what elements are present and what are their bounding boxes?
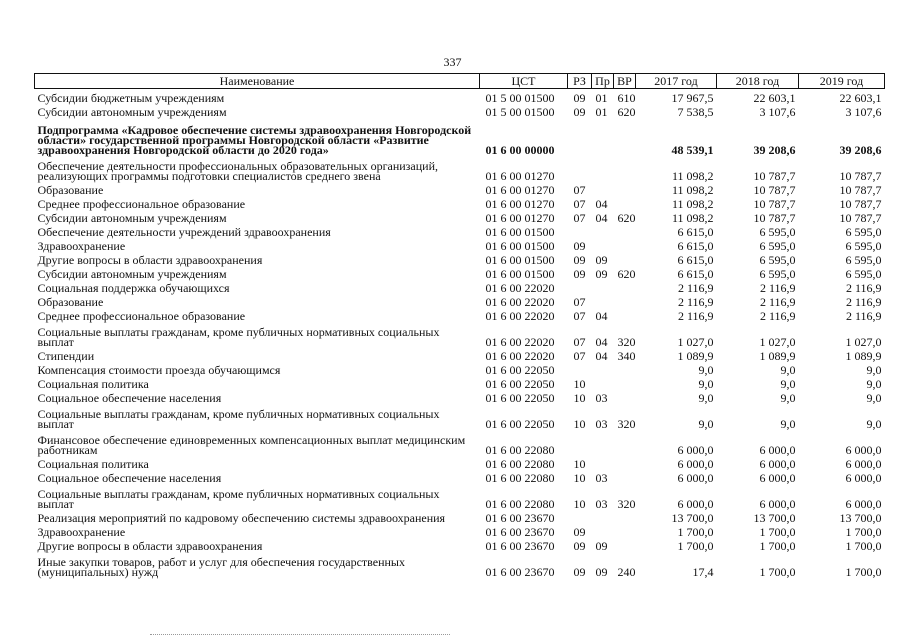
cell-cst: 01 6 00 01270 [485,211,555,225]
cell-vr [614,293,636,307]
table-row [35,237,885,251]
cell-name: Компенсация стоимости проезда обучающимся [37,363,281,377]
cell-rz: 10 [573,471,586,485]
cell-2018: 10 787,7 [753,169,796,183]
cell-2018: 6 595,0 [759,253,796,267]
cell-2019: 1 700,0 [845,525,882,539]
cell-cst: 01 6 00 01500 [485,253,555,267]
header-2017: 2017 год [636,74,717,89]
cell-name: Социальная политика [37,457,149,471]
cell-2018: 3 107,6 [759,105,796,119]
cell-2019: 2 116,9 [845,309,882,323]
cell-rz [568,155,592,181]
cell-vr [614,509,636,523]
table-row [35,209,885,223]
cell-2017: 7 538,5 [677,105,714,119]
cell-pr [592,223,614,237]
cell-pr: 03 [595,471,608,485]
table-row [35,455,885,469]
cell-2019: 10 787,7 [839,183,882,197]
cell-rz: 09 [573,565,586,579]
cell-2018: 1 700,0 [759,539,796,553]
cell-rz: 07 [573,197,586,211]
cell-2017: 9,0 [698,363,714,377]
table-row [35,429,885,455]
cell-cst: 01 6 00 01270 [485,183,555,197]
cell-name: Другие вопросы в области здравоохранения [37,253,263,267]
cell-2019: 6 000,0 [845,457,882,471]
cell-2017: 2 116,9 [677,281,714,295]
cell-pr [592,237,614,251]
cell-vr [614,455,636,469]
table-row [35,307,885,321]
cell-pr: 04 [595,211,608,225]
cell-2019: 10 787,7 [839,211,882,225]
cell-vr [614,155,636,181]
cell-pr: 09 [595,565,608,579]
cell-pr [592,375,614,389]
cell-name: Обеспечение деятельности учреждений здравоохранения [37,225,331,239]
cell-name: Социальные выплаты гражданам, кроме публичных нормативных социальных выплат [37,487,440,511]
cell-2019: 9,0 [866,391,882,405]
cell-name: Образование [37,183,104,197]
cell-2017: 48 539,1 [671,143,714,157]
cell-cst: 01 5 00 01500 [485,105,555,119]
cell-name: Субсидии бюджетным учреждениям [37,91,225,105]
cell-cst: 01 6 00 22080 [485,443,555,457]
cell-cst: 01 6 00 22050 [485,363,555,377]
cell-name: Другие вопросы в области здравоохранения [37,539,263,553]
cell-vr [614,469,636,483]
cell-name: Реализация мероприятий по кадровому обеспечению системы здравоохранения [37,511,446,525]
cell-vr: 620 [617,105,636,119]
cell-2017: 2 116,9 [677,309,714,323]
cell-cst: 01 6 00 01270 [485,169,555,183]
cell-2018: 6 595,0 [759,225,796,239]
cell-2019: 2 116,9 [845,295,882,309]
cell-2019: 6 595,0 [845,239,882,253]
cell-2018: 6 000,0 [759,497,796,511]
cell-2019: 3 107,6 [845,105,882,119]
cell-2017: 17 967,5 [671,91,714,105]
cell-name: Подпрограмма «Кадровое обеспечение системы здравоохранения Новгородской области» государственной программы Новгородской области «Развитие здравоохранения Новгородской области до 2020 года» [37,123,472,157]
cell-2017: 6 000,0 [677,443,714,457]
cell-rz: 07 [573,211,586,225]
table-row [35,223,885,237]
cell-rz: 07 [573,309,586,323]
cell-rz: 09 [573,239,586,253]
table-row [35,117,885,155]
cell-2017: 6 615,0 [677,239,714,253]
cell-2019: 6 000,0 [845,443,882,457]
cell-pr [592,509,614,523]
cell-cst: 01 6 00 23670 [485,539,555,553]
cell-rz [568,509,592,523]
cell-cst: 01 6 00 22020 [485,281,555,295]
cell-vr [614,279,636,293]
cell-cst: 01 6 00 23670 [485,565,555,579]
cell-name: Здравоохранение [37,525,126,539]
cell-cst: 01 6 00 01270 [485,197,555,211]
cell-rz: 09 [573,267,586,281]
cell-pr [592,155,614,181]
cell-2019: 39 208,6 [839,143,882,157]
cell-vr: 620 [617,267,636,281]
cell-2017: 6 615,0 [677,267,714,281]
cell-2019: 6 000,0 [845,497,882,511]
cell-name: Социальные выплаты гражданам, кроме публичных нормативных социальных выплат [37,407,440,431]
table-row [35,321,885,347]
cell-2018: 6 000,0 [759,443,796,457]
cell-cst: 01 6 00 22080 [485,497,555,511]
cell-pr: 09 [595,539,608,553]
table-row [35,155,885,181]
cell-rz: 07 [573,183,586,197]
cell-rz [568,117,592,155]
cell-2019: 22 603,1 [839,91,882,105]
cell-rz [568,223,592,237]
cell-rz [568,279,592,293]
cell-vr: 340 [617,349,636,363]
cell-name: Образование [37,295,104,309]
cell-2019: 9,0 [866,417,882,431]
cell-name: Социальные выплаты гражданам, кроме публичных нормативных социальных выплат [37,325,440,349]
cell-name: Социальное обеспечение населения [37,471,222,485]
table-row [35,347,885,361]
cell-2019: 10 787,7 [839,169,882,183]
cell-2018: 6 000,0 [759,471,796,485]
header-cst: ЦСТ [480,74,568,89]
cell-2018: 6 595,0 [759,239,796,253]
cell-2019: 6 595,0 [845,225,882,239]
cell-rz: 09 [573,91,586,105]
cell-rz: 09 [573,539,586,553]
cell-2017: 1 027,0 [677,335,714,349]
cell-cst: 01 6 00 01500 [485,225,555,239]
table-header [35,74,885,89]
table-row [35,103,885,117]
table-row [35,195,885,209]
cell-name: Социальное обеспечение населения [37,391,222,405]
cell-2019: 9,0 [866,377,882,391]
table-row [35,509,885,523]
cell-name: Среднее профессиональное образование [37,197,246,211]
cell-rz: 10 [573,417,586,431]
cell-2019: 1 700,0 [845,539,882,553]
cell-2018: 1 027,0 [759,335,796,349]
table-row [35,265,885,279]
cell-2017: 1 089,9 [677,349,714,363]
table-row [35,181,885,195]
cell-2017: 6 615,0 [677,225,714,239]
cell-cst: 01 6 00 22020 [485,295,555,309]
table-row [35,389,885,403]
cell-vr: 320 [617,497,636,511]
cell-2018: 9,0 [780,363,796,377]
cell-cst: 01 6 00 00000 [485,143,555,157]
cell-2017: 17,4 [692,565,714,579]
cell-pr [592,279,614,293]
cell-2019: 6 595,0 [845,253,882,267]
cell-2018: 1 089,9 [759,349,796,363]
cell-name: Стипендии [37,349,95,363]
cell-rz [568,429,592,455]
cell-2017: 11 098,2 [671,183,714,197]
cell-pr [592,455,614,469]
cell-name: Социальная политика [37,377,149,391]
table-row [35,293,885,307]
cell-2017: 9,0 [698,391,714,405]
cell-2018: 2 116,9 [759,309,796,323]
table-row [35,251,885,265]
cell-2018: 39 208,6 [753,143,796,157]
cell-vr: 620 [617,211,636,225]
cell-name: Иные закупки товаров, работ и услуг для обеспечения государственных (муниципальных) нужд [37,555,405,579]
cell-vr [614,523,636,537]
table-row [35,89,885,104]
cell-vr [614,181,636,195]
header-rz: РЗ [568,74,592,89]
cell-pr: 03 [595,497,608,511]
cell-pr [592,361,614,375]
cell-pr: 04 [595,335,608,349]
cell-name: Субсидии автономным учреждениям [37,267,227,281]
cell-2017: 6 615,0 [677,253,714,267]
cell-2018: 2 116,9 [759,281,796,295]
cell-cst: 01 6 00 22020 [485,349,555,363]
header-2018: 2018 год [717,74,799,89]
cell-2017: 1 700,0 [677,539,714,553]
cell-2017: 11 098,2 [671,197,714,211]
cell-2018: 10 787,7 [753,211,796,225]
cell-vr: 240 [617,565,636,579]
footer-scan-marks [150,634,450,637]
header-pr: Пр [592,74,614,89]
table-row [35,551,885,577]
header-2019: 2019 год [799,74,885,89]
table-row [35,537,885,551]
cell-2019: 6 595,0 [845,267,882,281]
cell-pr: 03 [595,391,608,405]
cell-cst: 01 6 00 22080 [485,457,555,471]
cell-name: Финансовое обеспечение единовременных компенсационных выплат медицинским работникам [37,433,466,457]
cell-2019: 9,0 [866,363,882,377]
cell-cst: 01 6 00 22020 [485,309,555,323]
cell-vr: 610 [617,91,636,105]
cell-name: Субсидии автономным учреждениям [37,105,227,119]
cell-vr: 320 [617,335,636,349]
cell-rz: 07 [573,295,586,309]
table-row [35,523,885,537]
cell-vr [614,361,636,375]
cell-name: Социальная поддержка обучающихся [37,281,230,295]
cell-vr: 320 [617,417,636,431]
cell-2018: 9,0 [780,391,796,405]
cell-pr: 01 [595,105,608,119]
cell-2019: 13 700,0 [839,511,882,525]
cell-2017: 13 700,0 [671,511,714,525]
cell-pr: 01 [595,91,608,105]
cell-cst: 01 5 00 01500 [485,91,555,105]
cell-2018: 22 603,1 [753,91,796,105]
cell-vr [614,537,636,551]
cell-vr [614,307,636,321]
cell-cst: 01 6 00 22050 [485,391,555,405]
cell-pr: 04 [595,197,608,211]
cell-name: Среднее профессиональное образование [37,309,246,323]
cell-pr [592,181,614,195]
page-number: 337 [443,55,462,69]
cell-cst: 01 6 00 22050 [485,377,555,391]
cell-vr [614,389,636,403]
cell-2017: 11 098,2 [671,211,714,225]
cell-rz: 09 [573,253,586,267]
cell-2017: 6 000,0 [677,471,714,485]
cell-name: Субсидии автономным учреждениям [37,211,227,225]
cell-pr: 09 [595,267,608,281]
cell-vr [614,223,636,237]
cell-rz: 10 [573,497,586,511]
cell-2017: 9,0 [698,417,714,431]
cell-vr [614,237,636,251]
cell-pr [592,523,614,537]
cell-2018: 9,0 [780,417,796,431]
cell-2018: 6 595,0 [759,267,796,281]
cell-2019: 2 116,9 [845,281,882,295]
cell-rz: 10 [573,391,586,405]
cell-2018: 1 700,0 [759,565,796,579]
cell-vr [614,251,636,265]
cell-cst: 01 6 00 23670 [485,525,555,539]
header-name: Наименование [35,74,480,89]
cell-cst: 01 6 00 22050 [485,417,555,431]
cell-cst: 01 6 00 23670 [485,511,555,525]
cell-2017: 6 000,0 [677,497,714,511]
cell-2019: 1 089,9 [845,349,882,363]
cell-rz: 10 [573,457,586,471]
cell-rz: 07 [573,349,586,363]
cell-2018: 13 700,0 [753,511,796,525]
cell-cst: 01 6 00 01500 [485,239,555,253]
cell-vr [614,195,636,209]
cell-rz: 09 [573,525,586,539]
cell-vr [614,375,636,389]
cell-pr: 09 [595,253,608,267]
cell-cst: 01 6 00 01500 [485,267,555,281]
table-row [35,403,885,429]
cell-2019: 1 700,0 [845,565,882,579]
cell-2019: 6 000,0 [845,471,882,485]
cell-2017: 9,0 [698,377,714,391]
cell-2018: 2 116,9 [759,295,796,309]
cell-2018: 1 700,0 [759,525,796,539]
table-row [35,361,885,375]
header-vr: ВР [614,74,636,89]
cell-rz: 09 [573,105,586,119]
cell-2017: 11 098,2 [671,169,714,183]
cell-rz: 07 [573,335,586,349]
cell-pr: 04 [595,309,608,323]
cell-2019: 1 027,0 [845,335,882,349]
cell-cst: 01 6 00 22080 [485,471,555,485]
cell-name: Обеспечение деятельности профессиональных образовательных организаций, реализующих программы подготовки специалистов среднего звена [37,159,438,183]
table-row [35,469,885,483]
cell-rz: 10 [573,377,586,391]
table-row [35,375,885,389]
cell-name: Здравоохранение [37,239,126,253]
cell-2019: 10 787,7 [839,197,882,211]
cell-2018: 10 787,7 [753,197,796,211]
cell-vr [614,117,636,155]
cell-pr [592,117,614,155]
cell-rz [568,361,592,375]
cell-2017: 1 700,0 [677,525,714,539]
cell-2017: 6 000,0 [677,457,714,471]
cell-2018: 9,0 [780,377,796,391]
cell-pr [592,429,614,455]
cell-2018: 6 000,0 [759,457,796,471]
table-row [35,483,885,509]
table-row [35,279,885,293]
cell-pr: 03 [595,417,608,431]
budget-table [34,73,885,577]
cell-pr: 04 [595,349,608,363]
cell-2017: 2 116,9 [677,295,714,309]
cell-2018: 10 787,7 [753,183,796,197]
cell-vr [614,429,636,455]
cell-pr [592,293,614,307]
cell-cst: 01 6 00 22020 [485,335,555,349]
table-body [35,89,885,578]
